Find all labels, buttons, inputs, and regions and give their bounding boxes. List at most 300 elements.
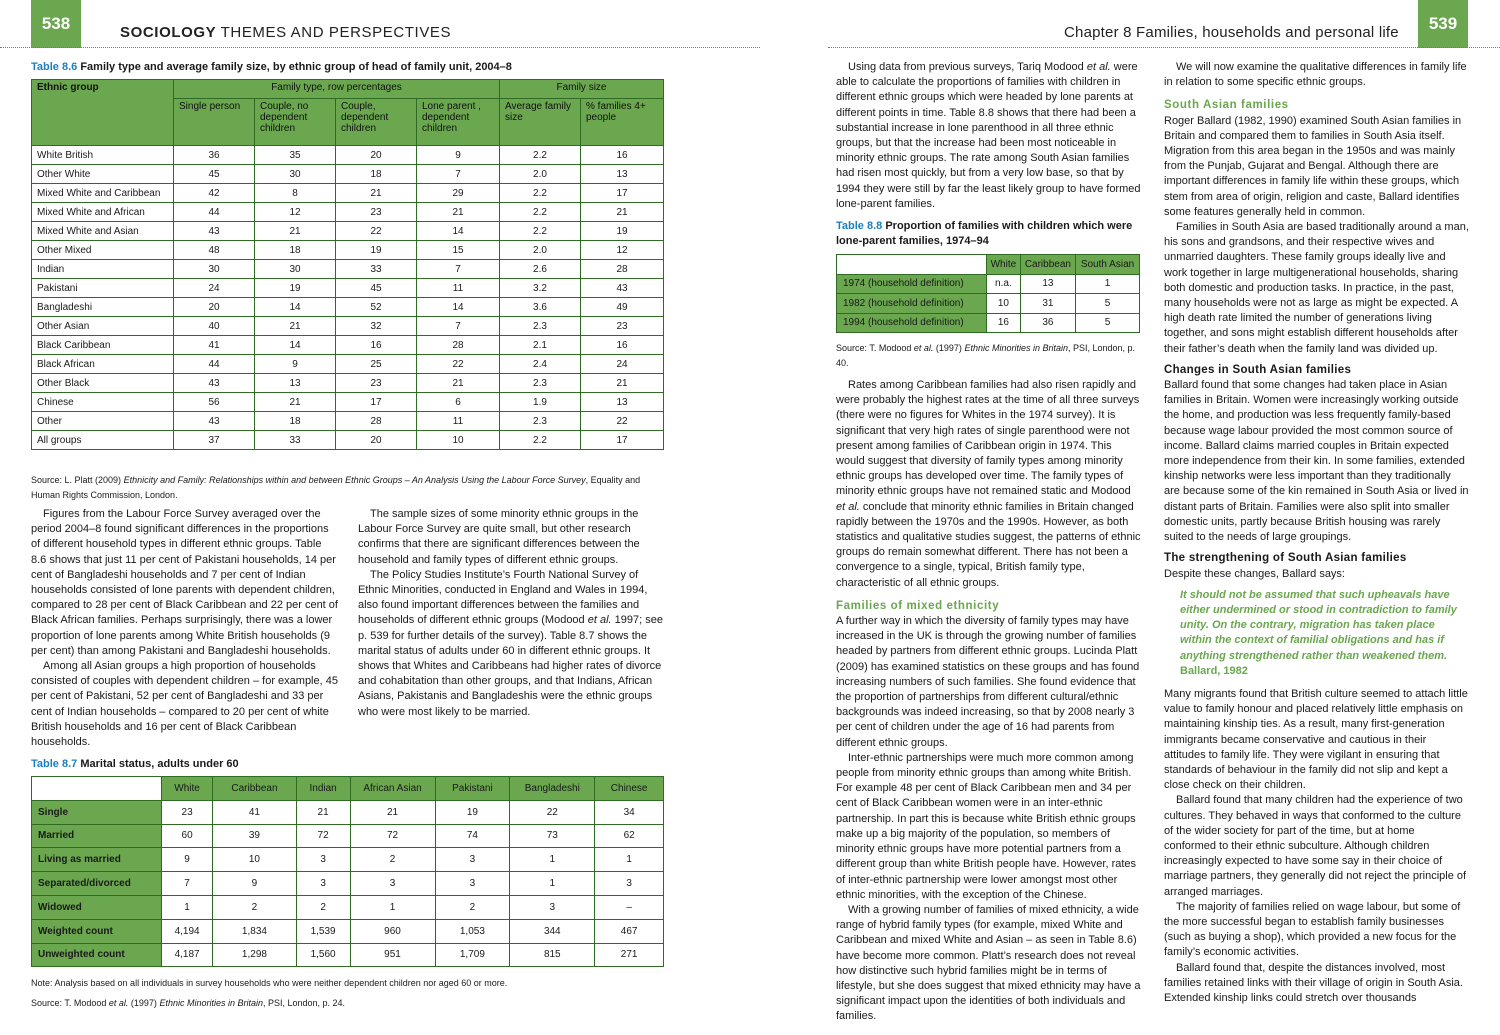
text: , PSI, London, p. 24. [262,998,346,1008]
table86-cell: 36 [174,146,255,165]
table86-cell: 14 [417,222,500,241]
table86-cell: 48 [174,241,255,260]
table88-header: South Asian [1076,255,1140,275]
table87-header: Pakistani [435,777,510,801]
table87-cell: 2 [296,895,350,919]
table86-cell: 45 [336,279,417,298]
table86 [31,79,664,450]
table87-cell: – [595,895,664,919]
table88-cell: 36 [1020,313,1075,333]
table86-group: Other White [32,165,174,184]
paragraph: Ballard found that many children had the experience of two cultures. They behaved in ways that conformed to the culture of the wider society for part of the time, but at home conformed to their ethnic subculture. Although children increasingly expected to have some say in their choice of marriage partners, they generally did not reject the principle of arranged marriages. [1164,794,1467,898]
table86-cell: 37 [174,431,255,450]
text: et al. [836,500,860,513]
table86-cell: 56 [174,393,255,412]
table86-cell: 14 [255,336,336,355]
table87-cell: 3 [510,895,595,919]
table-row [32,203,664,222]
table86-cell: 43 [581,279,664,298]
table88-cell: 31 [1020,294,1075,314]
table-row [32,241,664,260]
table86-cell: 19 [336,241,417,260]
table86-cell: 2.2 [500,184,581,203]
paragraph: Ballard found that some changes had taken place in Asian families in Britain. Women were increasingly working outside the home, and production was less frequently family-based because wage labour provided the most common source of income. Ballard claims married couples in Britain expected more independence from their kin. In some families, extended kinship networks were less important than they traditionally are because some of the kin remained in South Asia or lived in distant parts of Britain. Families were also split into smaller domestic units, partly because British housing was rarely suited to the needs of large groupings. [1164,379,1469,544]
left-running-head [120,24,451,41]
table86-cell: 44 [174,203,255,222]
table86-header: Single person [174,99,255,146]
table88-row-label: 1974 (household definition) [837,274,987,294]
table87 [31,776,664,967]
text: Rates among Caribbean families had also risen rapidly and were probably the highest rates at the time of all three surveys (there were no figures for Whites in the 1974 survey). It is significant that very high rates of single parenthood were not present among families of Caribbean origin in 1974. This would suggest that diversity of family types among minority ethnic groups has developed over time. The family types of minority ethnic groups have not remained static and Modood [836,379,1140,498]
heading-strengthening: The strengthening of South Asian families [1164,552,1407,565]
left-text-col2 [358,507,664,720]
paragraph: Despite these changes, Ballard says: [1164,567,1345,580]
table86-cell: 2.0 [500,165,581,184]
table86-cell: 32 [336,317,417,336]
table86-group: Other [32,412,174,431]
paragraph: Many migrants found that British culture seemed to attach little value to family honour and placed relatively little emphasis on maintaining kinship ties. As a result, many first-generation immigrants became conservative and cautious in their attitudes to family life. They were vigilant in ensuring that standards of behaviour in the family did not slip and kept a close check on their children. [1164,687,1468,792]
table86-cell: 2.2 [500,431,581,450]
table86-cell: 24 [174,279,255,298]
left-title-rest: THEMES AND PERSPECTIVES [220,24,452,41]
table86-cell: 16 [581,336,664,355]
table87-header: Indian [296,777,350,801]
table86-cell: 23 [581,317,664,336]
table86-cell: 16 [336,336,417,355]
table86-cell: 13 [255,374,336,393]
table87-cell: 3 [296,872,350,896]
table-row [32,800,664,824]
table86-cell: 28 [336,412,417,431]
text: The Policy Studies Institute’s Fourth National Survey of Ethnic Minorities, conducted in England and Wales in 1994, also found important differences between the families and households of different ethnic groups (Modood [358,568,648,627]
table88-header: Caribbean [1020,255,1075,275]
table86-cell: 15 [417,241,500,260]
table87-cell: 1 [350,895,435,919]
table86-cell: 2.2 [500,146,581,165]
table-row [32,943,664,967]
table87-cell: 960 [350,919,435,943]
table-row [32,412,664,431]
table87-title: Marital status, adults under 60 [80,758,239,770]
table86-group: Mixed White and Asian [32,222,174,241]
table87-cell: 10 [213,848,297,872]
table86-caption [31,61,512,73]
table87-row-label: Single [32,800,162,824]
table87-cell: 72 [350,824,435,848]
table-row [32,279,664,298]
table86-col-ethnic: Ethnic group [32,80,174,146]
table87-cell: 2 [350,848,435,872]
table-row [32,336,664,355]
table87-header: White [162,777,213,801]
table86-group: Chinese [32,393,174,412]
table88-cell: 16 [987,313,1021,333]
text: were able to calculate the proportions of families with children in different ethnic groups which were headed by lone parents at different points in time. Table 8.8 shows that there had been a substantial increase in lone parenthood in all three ethnic groups, but that the increase had been most noticeable in minority ethnic groups. The rate among South Asian families had risen most quickly, but from a very low base, so that by 1994 they were still by far the least likely group to have formed lone-parent families. [836,61,1141,210]
heading-mixed-ethnicity: Families of mixed ethnicity [836,599,1000,612]
table-row [32,260,664,279]
table87-row-label: Living as married [32,848,162,872]
table86-cell: 35 [255,146,336,165]
table87-cell: 19 [435,800,510,824]
table86-cell: 30 [255,165,336,184]
table86-group: Black Caribbean [32,336,174,355]
table-row [32,848,664,872]
table87-cell: 1 [510,872,595,896]
table87-header: Bangladeshi [510,777,595,801]
table86-cell: 49 [581,298,664,317]
paragraph: We will now examine the qualitative differences in family life in relation to some specific ethnic groups. [1164,61,1467,89]
table86-cell: 33 [336,260,417,279]
table86-cell: 22 [417,355,500,374]
table86-cell: 43 [174,222,255,241]
paragraph [836,60,1142,212]
table87-row-label: Weighted count [32,919,162,943]
table86-group-family-type: Family type, row percentages [174,80,500,99]
table88-cell: n.a. [987,274,1021,294]
table88 [836,254,1140,333]
right-text-col1-top [836,60,1142,212]
table-row [837,294,1140,314]
table86-cell: 28 [581,260,664,279]
paragraph: A further way in which the diversity of family types may have increased in the UK is through the growing number of families headed by partners from different ethnic groups. Lucinda Platt (2009) has examined statistics on these groups and has found increasing numbers of such families. She found evidence that the proportion of partnerships from different cultural/ethnic backgrounds was indeed increasing, so that by 2008 nearly 3 per cent of children under the age of 16 had parents from different ethnic groups. [836,615,1140,749]
text: , PSI, London, p. 40. [836,343,1136,368]
table86-cell: 30 [174,260,255,279]
table88-cell: 5 [1076,294,1140,314]
text: Ethnic Minorities in Britain [964,343,1068,353]
table86-cell: 2.4 [500,355,581,374]
table87-cell: 9 [213,872,297,896]
table86-cell: 11 [417,279,500,298]
table87-cell: 22 [510,800,595,824]
table87-row-label: Unweighted count [32,943,162,967]
table86-cell: 7 [417,165,500,184]
table86-cell: 10 [417,431,500,450]
paragraph: Among all Asian groups a high proportion of households consisted of couples with dependent children – for example, 45 per cent of Pakistani, 52 per cent of Bangladeshi and 33 per cent of Indian households – compared to 20 per cent of white British households and 16 per cent of Black Caribbean households. [31,660,338,749]
paragraph [836,378,1142,591]
table-row [837,274,1140,294]
text: (1997) [128,998,160,1008]
table87-number: Table 8.7 [31,758,78,770]
table87-cell: 271 [595,943,664,967]
left-header-rule [0,47,760,48]
table86-cell: 3.2 [500,279,581,298]
table-row [32,919,664,943]
table86-cell: 3.6 [500,298,581,317]
table87-cell: 7 [162,872,213,896]
table86-cell: 14 [417,298,500,317]
table86-cell: 19 [581,222,664,241]
right-text-col1-bottom [836,378,1142,1025]
table86-cell: 20 [174,298,255,317]
table-row [32,895,664,919]
table86-cell: 2.6 [500,260,581,279]
table87-cell: 1,539 [296,919,350,943]
table86-header: Lone parent , dependent children [417,99,500,146]
text: Source: T. Modood [31,998,109,1008]
table87-cell: 1,709 [435,943,510,967]
table86-cell: 45 [174,165,255,184]
table-row [32,355,664,374]
table86-cell: 20 [336,146,417,165]
table88-caption [836,219,1136,249]
table86-cell: 8 [255,184,336,203]
table86-group: Mixed White and African [32,203,174,222]
table87-cell: 3 [435,872,510,896]
table86-cell: 12 [581,241,664,260]
paragraph: The sample sizes of some minority ethnic groups in the Labour Force Survey are quite small, but other research confirms that there are significant differences between the household and family types of different ethnic groups. [358,508,640,566]
table87-cell: 1 [595,848,664,872]
paragraph: Inter-ethnic partnerships were much more common among people from minority ethnic groups than among white British. For example 48 per cent of Black Caribbean men and 34 per cent of Black Caribbean women were in an inter-ethnic partnership. In part this is because white British ethnic groups make up a big majority of the population, so members of minority ethnic groups have more potential partners from a different group than white British people have. However, rates of inter-ethnic partnership were lower amongst most other ethnic minorities, with the exception of the Chinese. [836,751,1137,901]
table86-cell: 29 [417,184,500,203]
table87-cell: 467 [595,919,664,943]
table86-cell: 18 [255,241,336,260]
table86-group: Other Asian [32,317,174,336]
table88-cell: 10 [987,294,1021,314]
table86-cell: 20 [336,431,417,450]
table87-cell: 1,560 [296,943,350,967]
paragraph: With a growing number of families of mixed ethnicity, a wide range of hybrid family types (for example, mixed White and Caribbean and mixed White and Asian – as seen in Table 8.6) have become more common. Platt’s research does not reveal how distinctive such hybrid families might be in terms of lifestyle, but she does suggest that mixed ethnicity may have a significant impact upon the identities of both individuals and families. [836,903,1141,1023]
text: Source: T. Modood [836,343,914,353]
table87-cell: 62 [595,824,664,848]
table87-cell: 951 [350,943,435,967]
table88-number: Table 8.8 [836,220,883,232]
table-row [32,184,664,203]
table86-cell: 33 [255,431,336,450]
table86-cell: 2.3 [500,412,581,431]
table86-cell: 11 [417,412,500,431]
left-title-bold: SOCIOLOGY [120,24,217,41]
source-text: , Equality and Human Rights Commission, London. [31,475,641,500]
text: et al. [1086,61,1111,73]
table86-cell: 7 [417,317,500,336]
table87-header: Chinese [595,777,664,801]
table86-cell: 17 [336,393,417,412]
table88-header: White [987,255,1021,275]
table87-cell: 34 [595,800,664,824]
table-row [32,872,664,896]
table87-cell: 2 [435,895,510,919]
table-row [32,222,664,241]
table87-cell: 74 [435,824,510,848]
table86-cell: 2.0 [500,241,581,260]
text: (1997) [933,343,965,353]
table87-caption [31,758,239,770]
table-row [32,393,664,412]
table86-cell: 22 [336,222,417,241]
table87-cell: 344 [510,919,595,943]
table86-cell: 1.9 [500,393,581,412]
table87-corner [32,777,162,801]
table87-cell: 1,298 [213,943,297,967]
table86-group: Other Black [32,374,174,393]
table87-cell: 60 [162,824,213,848]
table86-cell: 52 [336,298,417,317]
table87-cell: 3 [296,848,350,872]
text: et al. [587,614,612,627]
heading-changes: Changes in South Asian families [1164,363,1352,376]
table86-cell: 17 [581,431,664,450]
table86-cell: 22 [581,412,664,431]
table-row [837,313,1140,333]
table86-cell: 21 [581,374,664,393]
table87-cell: 2 [213,895,297,919]
table86-cell: 43 [174,374,255,393]
table86-group: Bangladeshi [32,298,174,317]
table86-cell: 19 [255,279,336,298]
table86-cell: 18 [255,412,336,431]
table86-cell: 2.2 [500,203,581,222]
table86-header: Couple, no dependent children [255,99,336,146]
table86-cell: 2.3 [500,317,581,336]
paragraph [358,568,664,720]
table86-cell: 13 [581,165,664,184]
table87-row-label: Separated/divorced [32,872,162,896]
table88-row-label: 1982 (household definition) [837,294,987,314]
text: conclude that minority ethnic families in Britain changed rapidly between the 1970s and the 1990s. However, as both statistics and qualitative studies suggest, the patterns of ethnic groups do remain somewhat different. There has not been a convergence to a single, typical, British family type, characteristic of all ethnic groups. [836,500,1141,589]
table86-cell: 9 [417,146,500,165]
text: et al. [913,343,934,353]
paragraph: The majority of families relied on wage labour, but some of the more successful began to establish family businesses (such as buying a shop), which provided a new focus for the family’s economic activities. [1164,900,1461,959]
right-running-head: Chapter 8 Families, households and personal life [1064,24,1399,41]
table87-row-label: Married [32,824,162,848]
quote-text: It should not be assumed that such upheavals have either undermined or stood in contradiction to family unity. On the contrary, migration has taken place within the context of familial obligations and has if anything strengthened rather than weakened them. [1180,588,1457,662]
table87-header: Caribbean [213,777,297,801]
table86-cell: 21 [255,222,336,241]
table86-group: Mixed White and Caribbean [32,184,174,203]
text: et al. [108,998,129,1008]
table87-cell: 815 [510,943,595,967]
right-header-rule [828,47,1500,48]
table86-cell: 40 [174,317,255,336]
table86-cell: 23 [336,374,417,393]
table86-cell: 18 [336,165,417,184]
left-page-number: 538 [31,0,81,48]
table86-cell: 14 [255,298,336,317]
table86-cell: 28 [417,336,500,355]
text: 1997; see p. 539 for further details of the survey). Table 8.7 shows the marital status of adults under 60 in different ethnic groups. It shows that Whites and Caribbeans had higher rates of divorce and cohabitation than other groups, and that Indians, African Asians, Pakistanis and Bangladeshis were the ethnic groups who were most likely to be married. [358,614,663,718]
table87-cell: 73 [510,824,595,848]
table87-cell: 3 [435,848,510,872]
table87-row-label: Widowed [32,895,162,919]
table86-group: Black African [32,355,174,374]
table-row [32,317,664,336]
table86-title: Family type and average family size, by ethnic group of head of family unit, 2004–8 [80,61,512,73]
table87-cell: 21 [350,800,435,824]
table86-header: Average family size [500,99,581,146]
table86-cell: 41 [174,336,255,355]
table86-cell: 21 [255,317,336,336]
quote-attribution: Ballard, 1982 [1180,664,1248,677]
table87-note: Note: Analysis based on all individuals in survey households who were neither dependent children nor aged 60 or more. [31,978,508,988]
table86-cell: 12 [255,203,336,222]
table-row [32,146,664,165]
table87-header: African Asian [350,777,435,801]
table86-source [31,473,671,503]
table87-cell: 1 [162,895,213,919]
table86-cell: 21 [417,203,500,222]
table86-cell: 43 [174,412,255,431]
block-quote [1164,588,1469,679]
table86-cell: 2.1 [500,336,581,355]
table86-cell: 42 [174,184,255,203]
table86-cell: 23 [336,203,417,222]
table86-cell: 21 [336,184,417,203]
table86-group: Pakistani [32,279,174,298]
table87-cell: 1,053 [435,919,510,943]
table-row [32,824,664,848]
table-row [32,298,664,317]
table86-cell: 16 [581,146,664,165]
paragraph: Roger Ballard (1982, 1990) examined South Asian families in Britain and compared them to families in South Asia itself. Migration from this area began in the 1950s and was mainly from the Punjab, Gujarat and Bengal. Although there are important differences in family life within these groups, which stem from area of origin, religion and caste, Ballard identifies some features generally held in common. [1164,114,1462,218]
table86-cell: 6 [417,393,500,412]
paragraph: Figures from the Labour Force Survey averaged over the period 2004–8 found significant differences in the proportions of different household types in different ethnic groups. Table 8.6 shows that just 11 per cent of Pakistani households, 14 per cent of Bangladeshi households and 7 per cent of Indian households consisted of lone parents with dependent children, compared to 28 per cent of Black Caribbean and 22 per cent of Black African families. Perhaps surprisingly, there was a lower proportion of lone parents among White British households (9 per cent) than among Pakistani and Bangladeshi households. [31,508,338,657]
table86-group: Indian [32,260,174,279]
table86-cell: 2.2 [500,222,581,241]
table87-cell: 1,834 [213,919,297,943]
table86-cell: 13 [581,393,664,412]
right-page-number: 539 [1418,0,1468,48]
table86-cell: 2.3 [500,374,581,393]
left-text-col1 [31,507,338,750]
table86-number: Table 8.6 [31,61,78,73]
table87-cell: 39 [213,824,297,848]
table86-cell: 21 [417,374,500,393]
right-text-col2 [1164,60,1469,1006]
table86-cell: 9 [255,355,336,374]
table86-group-family-size: Family size [500,80,664,99]
table86-group: Other Mixed [32,241,174,260]
source-text: Source: L. Platt (2009) [31,475,124,485]
table87-cell: 72 [296,824,350,848]
table87-cell: 23 [162,800,213,824]
table-row [32,431,664,450]
table88-cell: 1 [1076,274,1140,294]
table88-corner [837,255,987,275]
table-row [32,165,664,184]
table87-cell: 21 [296,800,350,824]
table87-source [31,996,671,1011]
source-title: Ethnicity and Family: Relationships within and between Ethnic Groups – An Analysis Using the Labour Force Survey [123,475,586,485]
table88-title: Proportion of families with children which were lone-parent families, 1974–94 [836,220,1133,247]
table86-cell: 21 [255,393,336,412]
table88-cell: 5 [1076,313,1140,333]
table86-group: White British [32,146,174,165]
text: Ethnic Minorities in Britain [159,998,263,1008]
table88-source [836,341,1136,371]
table88-cell: 13 [1020,274,1075,294]
table87-cell: 4,194 [162,919,213,943]
paragraph: Ballard found that, despite the distances involved, most families retained links with their village of origin in South Asia. Extended kinship links could stretch over thousands [1164,961,1463,1004]
table86-header: % families 4+ people [581,99,664,146]
table87-cell: 1 [510,848,595,872]
table86-cell: 7 [417,260,500,279]
table86-cell: 44 [174,355,255,374]
table86-cell: 30 [255,260,336,279]
table87-cell: 4,187 [162,943,213,967]
table87-cell: 9 [162,848,213,872]
table88-row-label: 1994 (household definition) [837,313,987,333]
heading-south-asian-families: South Asian families [1164,99,1289,112]
table-row [32,374,664,393]
table86-header: Couple, dependent children [336,99,417,146]
table86-cell: 25 [336,355,417,374]
table86-cell: 21 [581,203,664,222]
paragraph: Families in South Asia are based traditionally around a man, his sons and grandsons, and their respective wives and unmarried daughters. These family groups ideally live and work together in large multigenerational households, sharing both domestic and production tasks. In practice, in the past, many households were not as large as might be expected. A high death rate limited the number of generations living together, and sons might establish different households after their father’s death when the family land was divided up. [1164,221,1469,355]
table87-cell: 3 [350,872,435,896]
text: Using data from previous surveys, Tariq Modood [848,61,1087,73]
table86-cell: 24 [581,355,664,374]
table86-cell: 17 [581,184,664,203]
